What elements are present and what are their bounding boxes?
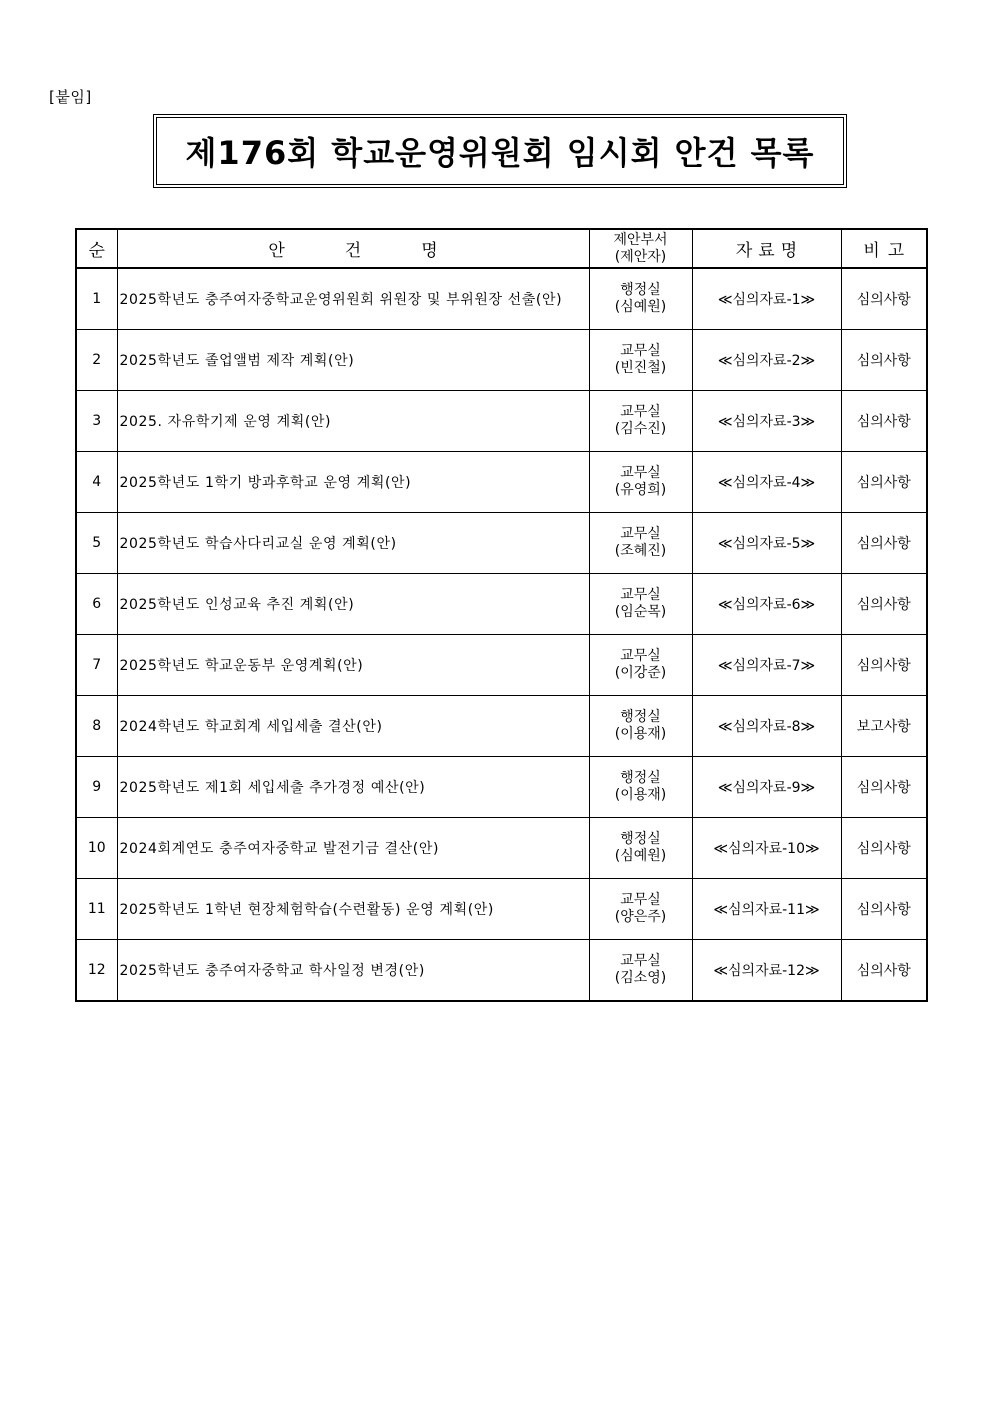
row-seq: 4 xyxy=(76,452,117,513)
table-row xyxy=(76,940,927,1002)
row-proposer xyxy=(589,391,692,452)
header-proposer-dept: 제안부서 xyxy=(613,231,668,248)
row-proposer xyxy=(589,818,692,879)
table-row xyxy=(76,818,927,879)
row-proposer-person: (양은주) xyxy=(614,909,667,925)
agenda-table xyxy=(75,228,928,1002)
row-proposer xyxy=(589,513,692,574)
row-seq: 5 xyxy=(76,513,117,574)
row-proposer xyxy=(589,574,692,635)
table-row xyxy=(76,452,927,513)
row-proposer-person: (임순목) xyxy=(614,604,667,620)
row-agenda-name: 2025학년도 졸업앨범 제작 계획(안) xyxy=(117,330,589,391)
row-agenda-name: 2025학년도 1학기 방과후학교 운영 계획(안) xyxy=(117,452,589,513)
row-proposer-person: (이용재) xyxy=(614,726,667,742)
row-proposer xyxy=(589,330,692,391)
row-agenda-name: 2025학년도 인성교육 추진 계획(안) xyxy=(117,574,589,635)
table-row xyxy=(76,268,927,330)
row-proposer-person: (심예원) xyxy=(614,848,667,864)
attachment-label: [붙임] xyxy=(49,88,92,106)
row-proposer xyxy=(589,635,692,696)
row-proposer-person: (심예원) xyxy=(614,299,667,315)
row-agenda-name: 2024회계연도 충주여자중학교 발전기금 결산(안) xyxy=(117,818,589,879)
row-note: 심의사항 xyxy=(841,818,927,879)
row-seq: 9 xyxy=(76,757,117,818)
row-data-name: ≪심의자료-12≫ xyxy=(692,940,841,1002)
row-note: 보고사항 xyxy=(841,696,927,757)
row-note: 심의사항 xyxy=(841,513,927,574)
row-data-name: ≪심의자료-10≫ xyxy=(692,818,841,879)
row-proposer-person: (유영희) xyxy=(614,482,667,498)
row-data-name: ≪심의자료-4≫ xyxy=(692,452,841,513)
header-note: 비고 xyxy=(841,229,927,268)
row-data-name: ≪심의자료-8≫ xyxy=(692,696,841,757)
row-proposer-dept: 행정실 xyxy=(620,770,661,786)
table-row xyxy=(76,513,927,574)
row-proposer-person: (조혜진) xyxy=(614,543,667,559)
row-note: 심의사항 xyxy=(841,268,927,330)
table-row xyxy=(76,391,927,452)
row-agenda-name: 2025학년도 학습사다리교실 운영 계획(안) xyxy=(117,513,589,574)
row-seq: 7 xyxy=(76,635,117,696)
row-data-name: ≪심의자료-1≫ xyxy=(692,268,841,330)
row-proposer-person: (빈진철) xyxy=(614,360,667,376)
row-note: 심의사항 xyxy=(841,574,927,635)
row-seq: 12 xyxy=(76,940,117,1002)
row-proposer xyxy=(589,696,692,757)
row-seq: 1 xyxy=(76,268,117,330)
row-data-name: ≪심의자료-7≫ xyxy=(692,635,841,696)
row-proposer-dept: 교무실 xyxy=(620,953,661,969)
row-proposer-person: (이강준) xyxy=(614,665,667,681)
row-data-name: ≪심의자료-11≫ xyxy=(692,879,841,940)
row-proposer-dept: 행정실 xyxy=(620,709,661,725)
page-title: 제176회 학교운영위원회 임시회 안건 목록 xyxy=(185,134,815,172)
row-proposer-dept: 교무실 xyxy=(620,892,661,908)
row-agenda-name: 2025학년도 학교운동부 운영계획(안) xyxy=(117,635,589,696)
row-proposer-person: (김수진) xyxy=(614,421,667,437)
row-note: 심의사항 xyxy=(841,391,927,452)
header-seq: 순 xyxy=(76,229,117,268)
row-proposer xyxy=(589,879,692,940)
header-proposer xyxy=(589,229,692,268)
row-data-name: ≪심의자료-6≫ xyxy=(692,574,841,635)
row-proposer-dept: 교무실 xyxy=(620,465,661,481)
row-proposer xyxy=(589,940,692,1002)
row-note: 심의사항 xyxy=(841,757,927,818)
row-proposer-dept: 교무실 xyxy=(620,343,661,359)
table-row xyxy=(76,635,927,696)
row-proposer xyxy=(589,757,692,818)
row-proposer-dept: 교무실 xyxy=(620,587,661,603)
row-agenda-name: 2025학년도 제1회 세입세출 추가경정 예산(안) xyxy=(117,757,589,818)
row-note: 심의사항 xyxy=(841,635,927,696)
table-row xyxy=(76,879,927,940)
row-note: 심의사항 xyxy=(841,879,927,940)
row-data-name: ≪심의자료-3≫ xyxy=(692,391,841,452)
row-proposer xyxy=(589,268,692,330)
row-agenda-name: 2025학년도 충주여자중학교 학사일정 변경(안) xyxy=(117,940,589,1002)
row-agenda-name: 2025학년도 1학년 현장체험학습(수련활동) 운영 계획(안) xyxy=(117,879,589,940)
row-proposer-dept: 행정실 xyxy=(620,831,661,847)
header-proposer-person: (제안자) xyxy=(614,248,667,265)
row-agenda-name: 2025. 자유학기제 운영 계획(안) xyxy=(117,391,589,452)
row-agenda-name: 2025학년도 충주여자중학교운영위원회 위원장 및 부위원장 선출(안) xyxy=(117,268,589,330)
row-proposer-dept: 교무실 xyxy=(620,404,661,420)
row-seq: 10 xyxy=(76,818,117,879)
row-note: 심의사항 xyxy=(841,330,927,391)
row-seq: 2 xyxy=(76,330,117,391)
row-data-name: ≪심의자료-2≫ xyxy=(692,330,841,391)
title-box xyxy=(153,114,847,188)
table-row xyxy=(76,330,927,391)
row-seq: 6 xyxy=(76,574,117,635)
row-seq: 8 xyxy=(76,696,117,757)
row-proposer xyxy=(589,452,692,513)
row-proposer-person: (김소영) xyxy=(614,970,667,986)
row-proposer-dept: 행정실 xyxy=(620,282,661,298)
table-row xyxy=(76,757,927,818)
row-seq: 3 xyxy=(76,391,117,452)
row-seq: 11 xyxy=(76,879,117,940)
table-row xyxy=(76,696,927,757)
row-proposer-person: (이용재) xyxy=(614,787,667,803)
row-proposer-dept: 교무실 xyxy=(620,526,661,542)
row-data-name: ≪심의자료-9≫ xyxy=(692,757,841,818)
table-header-row xyxy=(76,229,927,268)
row-agenda-name: 2024학년도 학교회계 세입세출 결산(안) xyxy=(117,696,589,757)
header-data: 자료명 xyxy=(692,229,841,268)
table-row xyxy=(76,574,927,635)
header-agenda: 안건명 xyxy=(117,229,589,268)
row-note: 심의사항 xyxy=(841,452,927,513)
row-proposer-dept: 교무실 xyxy=(620,648,661,664)
row-note: 심의사항 xyxy=(841,940,927,1002)
row-data-name: ≪심의자료-5≫ xyxy=(692,513,841,574)
